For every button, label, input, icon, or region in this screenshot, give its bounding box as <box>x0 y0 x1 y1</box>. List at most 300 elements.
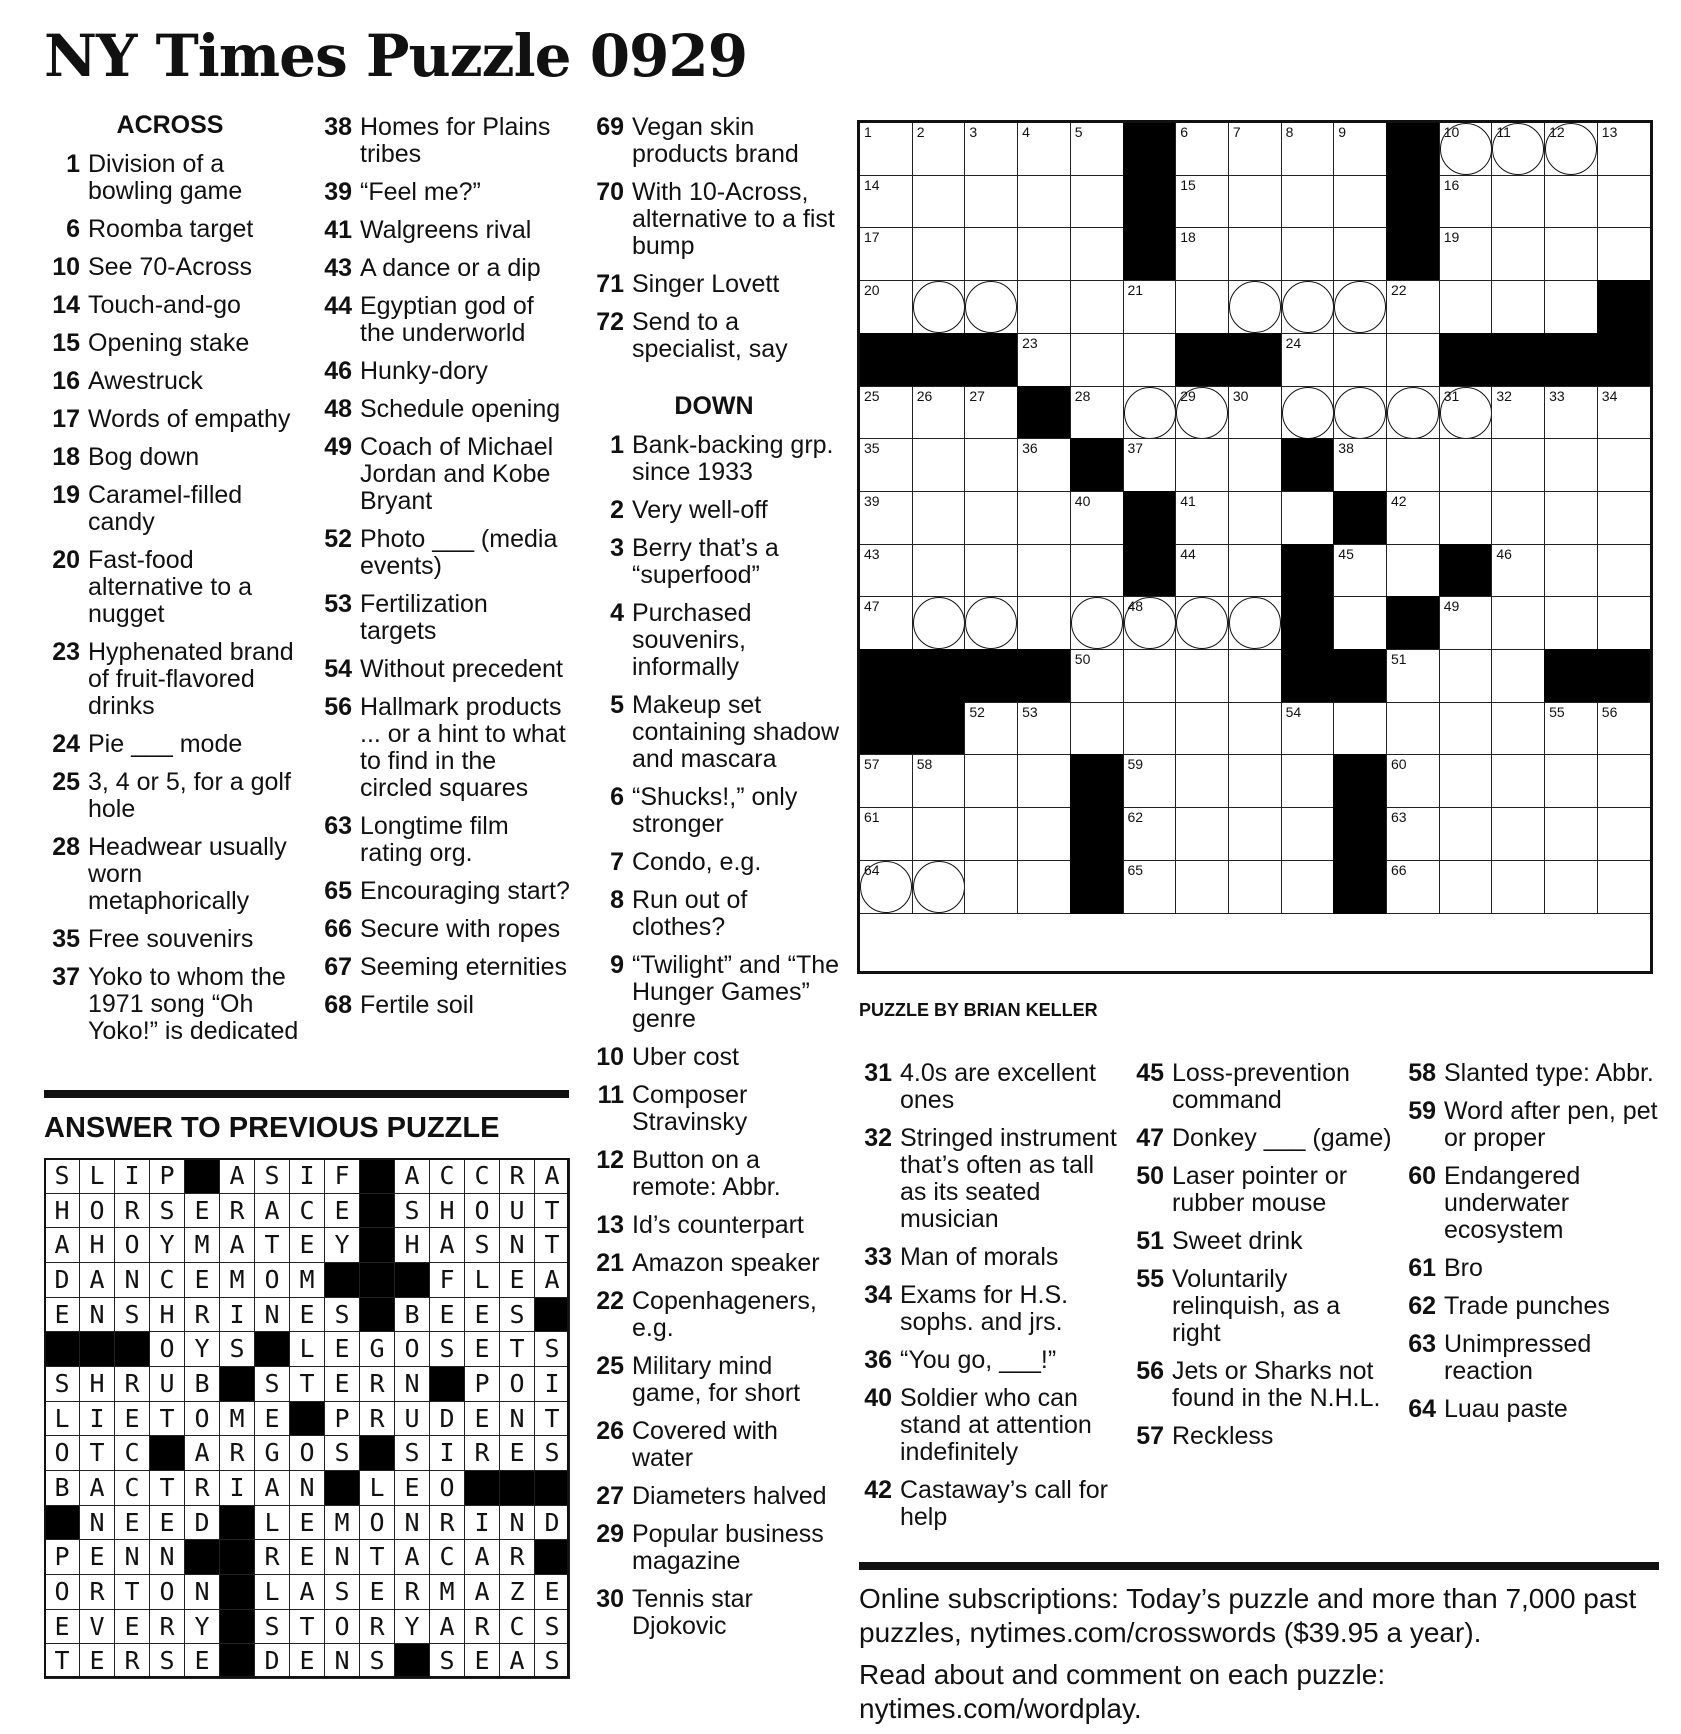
grid-cell[interactable] <box>1175 544 1229 598</box>
answer-cell: A <box>254 1470 290 1506</box>
down-clue-21[interactable] <box>584 1250 844 1277</box>
grid-cell[interactable] <box>859 175 913 229</box>
grid-cell[interactable] <box>1597 122 1651 176</box>
grid-cell[interactable] <box>1439 491 1493 545</box>
grid-cell[interactable] <box>1597 860 1651 914</box>
grid-cell[interactable] <box>1439 280 1493 334</box>
grid-cell[interactable] <box>912 280 966 334</box>
down-clue-51[interactable] <box>1124 1228 1392 1255</box>
grid-cell[interactable] <box>964 386 1018 440</box>
cell-number: 19 <box>1443 229 1460 246</box>
across-clue-68[interactable] <box>312 992 570 1019</box>
grid-cell[interactable] <box>1228 386 1282 440</box>
across-clue-23[interactable] <box>40 639 300 720</box>
grid-cell[interactable] <box>1439 649 1493 703</box>
down-clue-42[interactable] <box>852 1477 1117 1531</box>
grid-cell[interactable] <box>912 544 966 598</box>
cell-number: 5 <box>1074 124 1083 140</box>
across-clue-38[interactable] <box>312 114 570 168</box>
across-clue-63[interactable] <box>312 813 570 867</box>
grid-cell[interactable] <box>1281 860 1335 914</box>
grid-cell[interactable] <box>964 754 1018 808</box>
down-clue-13[interactable] <box>584 1212 844 1239</box>
grid-cell[interactable] <box>1228 438 1282 492</box>
grid-cell[interactable] <box>1228 122 1282 176</box>
down-clue-36[interactable] <box>852 1347 1117 1374</box>
down-clue-10[interactable] <box>584 1044 844 1071</box>
down-clue-25[interactable] <box>584 1353 844 1407</box>
grid-cell[interactable] <box>1017 596 1071 650</box>
grid-cell[interactable] <box>1491 596 1545 650</box>
grid-cell[interactable] <box>1070 491 1124 545</box>
grid-cell[interactable] <box>1281 227 1335 281</box>
across-clue-39[interactable] <box>312 179 570 206</box>
grid-cell[interactable] <box>1175 175 1229 229</box>
clue-number: 54 <box>324 655 352 683</box>
grid-cell[interactable] <box>1544 860 1598 914</box>
grid-cell[interactable] <box>1228 807 1282 861</box>
down-clue-33[interactable] <box>852 1244 1117 1271</box>
across-clue-56[interactable] <box>312 694 570 802</box>
grid-cell[interactable] <box>1386 280 1440 334</box>
grid-cell[interactable] <box>1281 280 1335 334</box>
down-clue-1[interactable] <box>584 432 844 486</box>
grid-cell[interactable] <box>1123 333 1177 387</box>
grid-cell[interactable] <box>1544 280 1598 334</box>
grid-cell[interactable] <box>1333 438 1387 492</box>
down-clue-9[interactable] <box>584 952 844 1033</box>
grid-cell[interactable] <box>1175 807 1229 861</box>
cell-number: 32 <box>1496 387 1512 404</box>
cell-number: 51 <box>1391 651 1407 667</box>
grid-cell[interactable] <box>859 596 913 650</box>
grid-cell[interactable] <box>1544 544 1598 598</box>
grid-cell[interactable] <box>1228 227 1282 281</box>
grid-cell[interactable] <box>1333 596 1387 650</box>
grid-cell[interactable] <box>1491 649 1545 703</box>
down-clue-61[interactable] <box>1396 1255 1666 1282</box>
across-clue-66[interactable] <box>312 916 570 943</box>
down-clue-3[interactable] <box>584 535 844 589</box>
grid-cell[interactable] <box>1123 438 1177 492</box>
grid-cell[interactable] <box>1017 754 1071 808</box>
across-clue-28[interactable] <box>40 834 300 915</box>
grid-cell[interactable] <box>1386 860 1440 914</box>
grid-cell[interactable] <box>1386 333 1440 387</box>
grid-cell[interactable] <box>1333 122 1387 176</box>
grid-cell[interactable] <box>859 860 913 914</box>
grid-cell[interactable] <box>1017 227 1071 281</box>
grid-cell[interactable] <box>1439 860 1493 914</box>
answer-frame <box>44 1158 569 1678</box>
grid-cell[interactable] <box>1491 860 1545 914</box>
down-clue-22[interactable] <box>584 1288 844 1342</box>
grid-cell[interactable] <box>1175 386 1229 440</box>
across-clue-44[interactable] <box>312 293 570 347</box>
down-clue-31[interactable] <box>852 1060 1117 1114</box>
across-clue-16[interactable] <box>40 368 300 395</box>
grid-cell[interactable] <box>1439 438 1493 492</box>
clue-text: Hyphenated brand of fruit-flavored drinks <box>88 638 294 720</box>
down-clue-11[interactable] <box>584 1082 844 1136</box>
across-clue-18[interactable] <box>40 444 300 471</box>
across-clue-49[interactable] <box>312 434 570 515</box>
grid-cell[interactable] <box>1491 544 1545 598</box>
down-clue-45[interactable] <box>1124 1060 1392 1114</box>
across-clue-20[interactable] <box>40 547 300 628</box>
grid-cell[interactable] <box>1175 860 1229 914</box>
grid-cell[interactable] <box>912 491 966 545</box>
grid-cell[interactable] <box>1175 438 1229 492</box>
grid-cell[interactable] <box>1175 649 1229 703</box>
grid-cell[interactable] <box>912 860 966 914</box>
across-clue-53[interactable] <box>312 591 570 645</box>
down-clue-63[interactable] <box>1396 1331 1666 1385</box>
grid-cell[interactable] <box>1439 386 1493 440</box>
grid-cell[interactable] <box>1123 860 1177 914</box>
answer-cell: M <box>289 1262 325 1298</box>
down-clue-32[interactable] <box>852 1125 1117 1233</box>
grid-cell[interactable] <box>1544 596 1598 650</box>
grid-cell[interactable] <box>1491 702 1545 756</box>
across-clue-48[interactable] <box>312 396 570 423</box>
down-clue-58[interactable] <box>1396 1060 1666 1087</box>
grid-cell[interactable] <box>1123 754 1177 808</box>
grid-cell[interactable] <box>1070 175 1124 229</box>
grid-cell[interactable] <box>1070 386 1124 440</box>
grid-cell[interactable] <box>1228 491 1282 545</box>
across-clue-69[interactable] <box>584 114 844 168</box>
cell-number: 43 <box>864 545 880 562</box>
down-clue-40[interactable] <box>852 1385 1117 1466</box>
answer-cell: L <box>254 1574 290 1610</box>
grid-cell[interactable] <box>1597 175 1651 229</box>
down-clue-30[interactable] <box>584 1586 844 1640</box>
grid-cell[interactable] <box>1439 702 1493 756</box>
answer-cell: P <box>464 1366 500 1402</box>
across-clue-71[interactable] <box>584 271 844 298</box>
grid-cell[interactable] <box>1597 807 1651 861</box>
answer-cell: E <box>499 1435 535 1471</box>
down-clue-57[interactable] <box>1124 1423 1392 1450</box>
clue-number: 5 <box>610 691 624 719</box>
across-clue-17[interactable] <box>40 406 300 433</box>
grid-cell[interactable] <box>1544 175 1598 229</box>
grid-cell[interactable] <box>964 491 1018 545</box>
grid-cell[interactable] <box>1544 491 1598 545</box>
grid-cell[interactable] <box>1544 386 1598 440</box>
circle-marker <box>1334 281 1386 333</box>
grid-cell[interactable] <box>1439 596 1493 650</box>
answer-cell: E <box>114 1609 150 1645</box>
grid-cell[interactable] <box>1544 807 1598 861</box>
grid-cell[interactable] <box>912 122 966 176</box>
answer-cell: O <box>324 1609 360 1645</box>
grid-cell[interactable] <box>1175 754 1229 808</box>
grid-cell[interactable] <box>1281 175 1335 229</box>
black-square <box>1281 649 1335 703</box>
clue-text: Longtime film rating org. <box>360 812 509 867</box>
grid-cell[interactable] <box>1228 649 1282 703</box>
down-clue-50[interactable] <box>1124 1163 1392 1217</box>
grid-cell[interactable] <box>1491 438 1545 492</box>
grid-cell[interactable] <box>1281 386 1335 440</box>
grid-cell[interactable] <box>912 596 966 650</box>
across-clue-10[interactable] <box>40 254 300 281</box>
grid-cell[interactable] <box>964 122 1018 176</box>
grid-cell[interactable] <box>1175 122 1229 176</box>
down-clue-62[interactable] <box>1396 1293 1666 1320</box>
grid-cell[interactable] <box>964 227 1018 281</box>
down-clue-8[interactable] <box>584 887 844 941</box>
across-clue-37[interactable] <box>40 964 300 1045</box>
grid-cell[interactable] <box>1491 280 1545 334</box>
down-clue-59[interactable] <box>1396 1098 1666 1152</box>
grid-cell[interactable] <box>1070 333 1124 387</box>
grid-cell[interactable] <box>1544 754 1598 808</box>
grid-cell[interactable] <box>1333 227 1387 281</box>
across-clue-35[interactable] <box>40 926 300 953</box>
grid-cell[interactable] <box>1228 702 1282 756</box>
grid-cell[interactable] <box>1017 544 1071 598</box>
grid-cell[interactable] <box>1386 649 1440 703</box>
grid-cell[interactable] <box>1070 596 1124 650</box>
grid-cell[interactable] <box>1597 386 1651 440</box>
clue-text: Opening stake <box>88 329 250 357</box>
grid-cell[interactable] <box>964 807 1018 861</box>
across-clue-65[interactable] <box>312 878 570 905</box>
grid-cell[interactable] <box>1597 227 1651 281</box>
grid-cell[interactable] <box>1386 702 1440 756</box>
grid-cell[interactable] <box>964 596 1018 650</box>
grid-cell[interactable] <box>1491 175 1545 229</box>
grid-cell[interactable] <box>1228 175 1282 229</box>
grid-cell[interactable] <box>1070 649 1124 703</box>
grid-cell[interactable] <box>964 438 1018 492</box>
down-clue-56[interactable] <box>1124 1358 1392 1412</box>
grid-cell[interactable] <box>1281 807 1335 861</box>
grid-cell[interactable] <box>1123 807 1177 861</box>
across-clue-54[interactable] <box>312 656 570 683</box>
grid-cell[interactable] <box>1281 333 1335 387</box>
grid-cell[interactable] <box>912 386 966 440</box>
grid-cell[interactable] <box>859 227 913 281</box>
grid-cell[interactable] <box>1017 438 1071 492</box>
grid-cell[interactable] <box>912 754 966 808</box>
grid-cell[interactable] <box>1333 280 1387 334</box>
grid-cell[interactable] <box>1597 754 1651 808</box>
grid-cell[interactable] <box>1333 175 1387 229</box>
clue-number: 31 <box>864 1059 892 1087</box>
grid-cell[interactable] <box>1017 860 1071 914</box>
grid-cell[interactable] <box>1491 386 1545 440</box>
down-clue-60[interactable] <box>1396 1163 1666 1244</box>
answer-cell: A <box>219 1227 255 1263</box>
across-clue-46[interactable] <box>312 358 570 385</box>
grid-cell[interactable] <box>1333 544 1387 598</box>
grid-cell[interactable] <box>964 702 1018 756</box>
across-clue-41[interactable] <box>312 217 570 244</box>
grid-cell[interactable] <box>1017 491 1071 545</box>
grid-cell[interactable] <box>1228 596 1282 650</box>
byline: PUZZLE BY BRIAN KELLER <box>859 1000 1098 1020</box>
clue-number: 63 <box>1408 1330 1436 1358</box>
grid-cell[interactable] <box>964 280 1018 334</box>
grid-cell[interactable] <box>1175 491 1229 545</box>
grid-cell[interactable] <box>1491 122 1545 176</box>
answer-cell: N <box>394 1366 430 1402</box>
across-clue-14[interactable] <box>40 292 300 319</box>
grid-cell[interactable] <box>859 280 913 334</box>
grid-cell[interactable] <box>1070 702 1124 756</box>
grid-cell[interactable] <box>859 754 913 808</box>
across-clue-6[interactable] <box>40 216 300 243</box>
grid-cell[interactable] <box>859 438 913 492</box>
grid-cell[interactable] <box>859 807 913 861</box>
grid-cell[interactable] <box>1017 175 1071 229</box>
down-clue-26[interactable] <box>584 1418 844 1472</box>
grid-cell[interactable] <box>1491 807 1545 861</box>
across-clue-67[interactable] <box>312 954 570 981</box>
grid-cell[interactable] <box>1228 280 1282 334</box>
grid-cell[interactable] <box>1597 702 1651 756</box>
grid-cell[interactable] <box>1491 227 1545 281</box>
down-clue-7[interactable] <box>584 849 844 876</box>
grid-cell[interactable] <box>1281 702 1335 756</box>
clue-number: 42 <box>864 1476 892 1504</box>
black-square <box>1439 333 1493 387</box>
grid-cell[interactable] <box>1544 702 1598 756</box>
grid-cell[interactable] <box>1070 122 1124 176</box>
grid-cell[interactable] <box>1439 175 1493 229</box>
grid-cell[interactable] <box>1439 227 1493 281</box>
across-clue-72[interactable] <box>584 309 844 363</box>
grid-cell[interactable] <box>859 491 913 545</box>
answer-cell: R <box>499 1539 535 1575</box>
black-square <box>964 333 1018 387</box>
grid-cell[interactable] <box>1123 280 1177 334</box>
grid-cell[interactable] <box>1386 438 1440 492</box>
grid-cell[interactable] <box>1386 807 1440 861</box>
grid-cell[interactable] <box>1070 544 1124 598</box>
down-clue-12[interactable] <box>584 1147 844 1201</box>
grid-cell[interactable] <box>1175 280 1229 334</box>
grid-cell[interactable] <box>1017 702 1071 756</box>
grid-cell[interactable] <box>1597 544 1651 598</box>
grid-cell[interactable] <box>1333 702 1387 756</box>
grid-cell[interactable] <box>1597 596 1651 650</box>
grid-cell[interactable] <box>1597 438 1651 492</box>
grid-cell[interactable] <box>1017 333 1071 387</box>
grid-cell[interactable] <box>1281 754 1335 808</box>
grid-cell[interactable] <box>859 122 913 176</box>
grid-cell[interactable] <box>1544 122 1598 176</box>
grid-cell[interactable] <box>912 175 966 229</box>
clue-number: 29 <box>596 1520 624 1548</box>
grid-cell[interactable] <box>1386 491 1440 545</box>
grid-cell[interactable] <box>964 860 1018 914</box>
grid-cell[interactable] <box>1175 702 1229 756</box>
grid-cell[interactable] <box>1386 386 1440 440</box>
grid-cell[interactable] <box>1439 754 1493 808</box>
grid-cell[interactable] <box>1017 807 1071 861</box>
grid-cell[interactable] <box>1386 544 1440 598</box>
clue-number: 57 <box>1136 1422 1164 1450</box>
grid-cell[interactable] <box>1597 491 1651 545</box>
answer-cell: L <box>359 1470 395 1506</box>
answer-cell: V <box>79 1609 115 1645</box>
grid-cell[interactable] <box>1228 544 1282 598</box>
across-clue-43[interactable] <box>312 255 570 282</box>
down-clue-47[interactable] <box>1124 1125 1392 1152</box>
down-clue-55[interactable] <box>1124 1266 1392 1347</box>
grid-cell[interactable] <box>1333 333 1387 387</box>
grid-cell[interactable] <box>1491 491 1545 545</box>
grid-cell[interactable] <box>1281 122 1335 176</box>
answer-cell: L <box>79 1158 115 1194</box>
down-clue-4[interactable] <box>584 600 844 681</box>
grid-cell[interactable] <box>859 544 913 598</box>
grid-cell[interactable] <box>1333 386 1387 440</box>
across-clue-24[interactable] <box>40 731 300 758</box>
across-clue-15[interactable] <box>40 330 300 357</box>
grid-cell[interactable] <box>1281 491 1335 545</box>
clue-number: 9 <box>610 951 624 979</box>
grid-cell[interactable] <box>1386 754 1440 808</box>
grid-cell[interactable] <box>1175 596 1229 650</box>
grid-cell[interactable] <box>1175 227 1229 281</box>
answer-cell: E <box>499 1262 535 1298</box>
grid-cell[interactable] <box>1123 386 1177 440</box>
grid-cell[interactable] <box>964 544 1018 598</box>
down-clue-64[interactable] <box>1396 1396 1666 1423</box>
down-clue-27[interactable] <box>584 1483 844 1510</box>
grid-cell[interactable] <box>1439 122 1493 176</box>
grid-cell[interactable] <box>1123 702 1177 756</box>
down-clue-5[interactable] <box>584 692 844 773</box>
across-clue-52[interactable] <box>312 526 570 580</box>
grid-cell[interactable] <box>1544 438 1598 492</box>
answer-cell: O <box>499 1366 535 1402</box>
grid-cell[interactable] <box>1228 754 1282 808</box>
down-clue-6[interactable] <box>584 784 844 838</box>
across-clue-25[interactable] <box>40 769 300 823</box>
grid-cell[interactable] <box>1544 227 1598 281</box>
grid-cell[interactable] <box>1228 860 1282 914</box>
down-clue-34[interactable] <box>852 1282 1117 1336</box>
across-clue-19[interactable] <box>40 482 300 536</box>
grid-cell[interactable] <box>1123 649 1177 703</box>
grid-cell[interactable] <box>1439 807 1493 861</box>
grid-cell[interactable] <box>912 227 966 281</box>
across-clue-70[interactable] <box>584 179 844 260</box>
answer-cell: L <box>254 1505 290 1541</box>
grid-cell[interactable] <box>1491 754 1545 808</box>
grid-cell[interactable] <box>1017 280 1071 334</box>
grid-cell[interactable] <box>912 807 966 861</box>
clue-number: 66 <box>324 915 352 943</box>
grid-cell[interactable] <box>1017 122 1071 176</box>
down-clue-29[interactable] <box>584 1521 844 1575</box>
grid-cell[interactable] <box>964 175 1018 229</box>
down-clue-2[interactable] <box>584 497 844 524</box>
grid-cell[interactable] <box>1070 227 1124 281</box>
across-clue-1[interactable] <box>40 151 300 205</box>
grid-cell[interactable] <box>1070 280 1124 334</box>
grid-cell[interactable] <box>859 386 913 440</box>
grid-cell[interactable] <box>912 438 966 492</box>
grid-cell[interactable] <box>1123 596 1177 650</box>
